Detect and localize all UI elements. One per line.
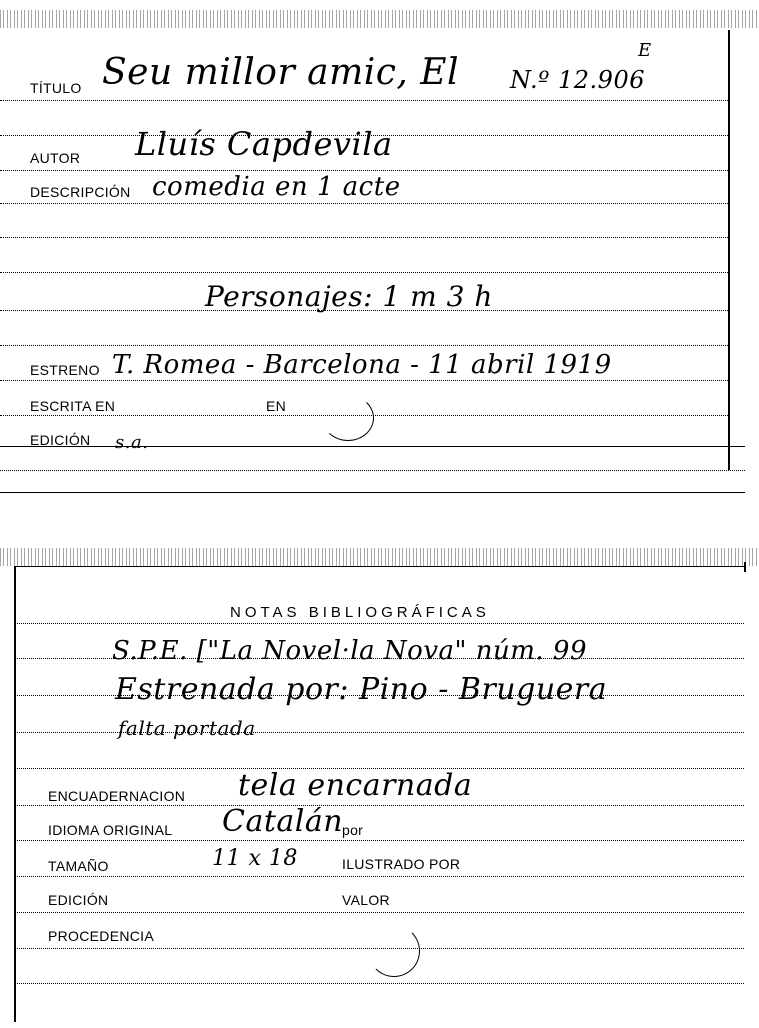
label-descripcion: DESCRIPCIÓN [30, 184, 131, 200]
personajes-value: Personajes: 1 m 3 h [205, 280, 493, 313]
label-estreno: ESTRENO [30, 362, 100, 378]
label-procedencia: PROCEDENCIA [48, 928, 154, 944]
scan-noise-top [0, 548, 759, 566]
label-edicion-2: EDICIÓN [48, 892, 109, 908]
ruled-line [14, 912, 744, 913]
ruled-line [0, 345, 728, 346]
catalog-number: N.º 12.906 [510, 66, 645, 94]
label-escrita-en: ESCRITA EN [30, 398, 116, 414]
catalog-number-mark: E [638, 40, 652, 61]
ruled-line [14, 876, 744, 877]
ruled-line [14, 983, 744, 984]
note-line-3: falta portada [118, 716, 256, 740]
note-line-1: S.P.E. ["La Novel·la Nova" núm. 99 [112, 636, 587, 666]
title-value: Seu millor amic, El [102, 52, 460, 93]
label-edicion: EDICIÓN [30, 432, 91, 448]
ruled-line [14, 805, 744, 806]
ruled-line [0, 100, 728, 101]
estreno-value: T. Romea - Barcelona - 11 abril 1919 [112, 350, 612, 380]
label-en: EN [266, 398, 287, 414]
label-tamano: TAMAÑO [48, 858, 109, 874]
catalog-card-back [0, 540, 759, 1028]
note-line-2: Estrenada por: Pino - Bruguera [115, 672, 608, 707]
label-encuadernacion: ENCUADERNACION [48, 788, 186, 804]
solid-line [0, 446, 745, 447]
right-border [728, 30, 730, 470]
left-border [14, 566, 16, 1022]
ruled-line [0, 470, 745, 471]
card-top-edge [14, 566, 744, 567]
right-border-stub [744, 562, 746, 572]
catalog-card-front [0, 0, 759, 500]
scan-noise-top [0, 10, 759, 28]
label-autor: AUTOR [30, 150, 81, 166]
ruled-line [14, 623, 744, 624]
description-value: comedia en 1 acte [152, 172, 401, 202]
ruled-line [0, 203, 728, 204]
tamano-value: 11 x 18 [212, 846, 298, 871]
label-idioma: IDIOMA ORIGINAL [48, 822, 173, 838]
ruled-line [0, 380, 728, 381]
label-por: por [342, 822, 364, 838]
pencil-scribble [368, 925, 420, 977]
pencil-scribble [322, 395, 374, 441]
ruled-line [0, 170, 728, 171]
label-valor: VALOR [342, 892, 390, 908]
idioma-value: Catalán [222, 804, 344, 839]
edicion-value: s.a. [115, 432, 149, 453]
ruled-line [0, 272, 728, 273]
label-titulo: TÍTULO [30, 80, 82, 96]
author-value: Lluís Capdevila [135, 125, 393, 163]
encuadernacion-value: tela encarnada [238, 768, 473, 803]
solid-line [0, 492, 745, 493]
notas-header: NOTAS BIBLIOGRÁFICAS [230, 604, 490, 621]
ruled-line [0, 237, 728, 238]
ruled-line [14, 840, 744, 841]
label-ilustrado: ILUSTRADO POR [342, 856, 461, 872]
